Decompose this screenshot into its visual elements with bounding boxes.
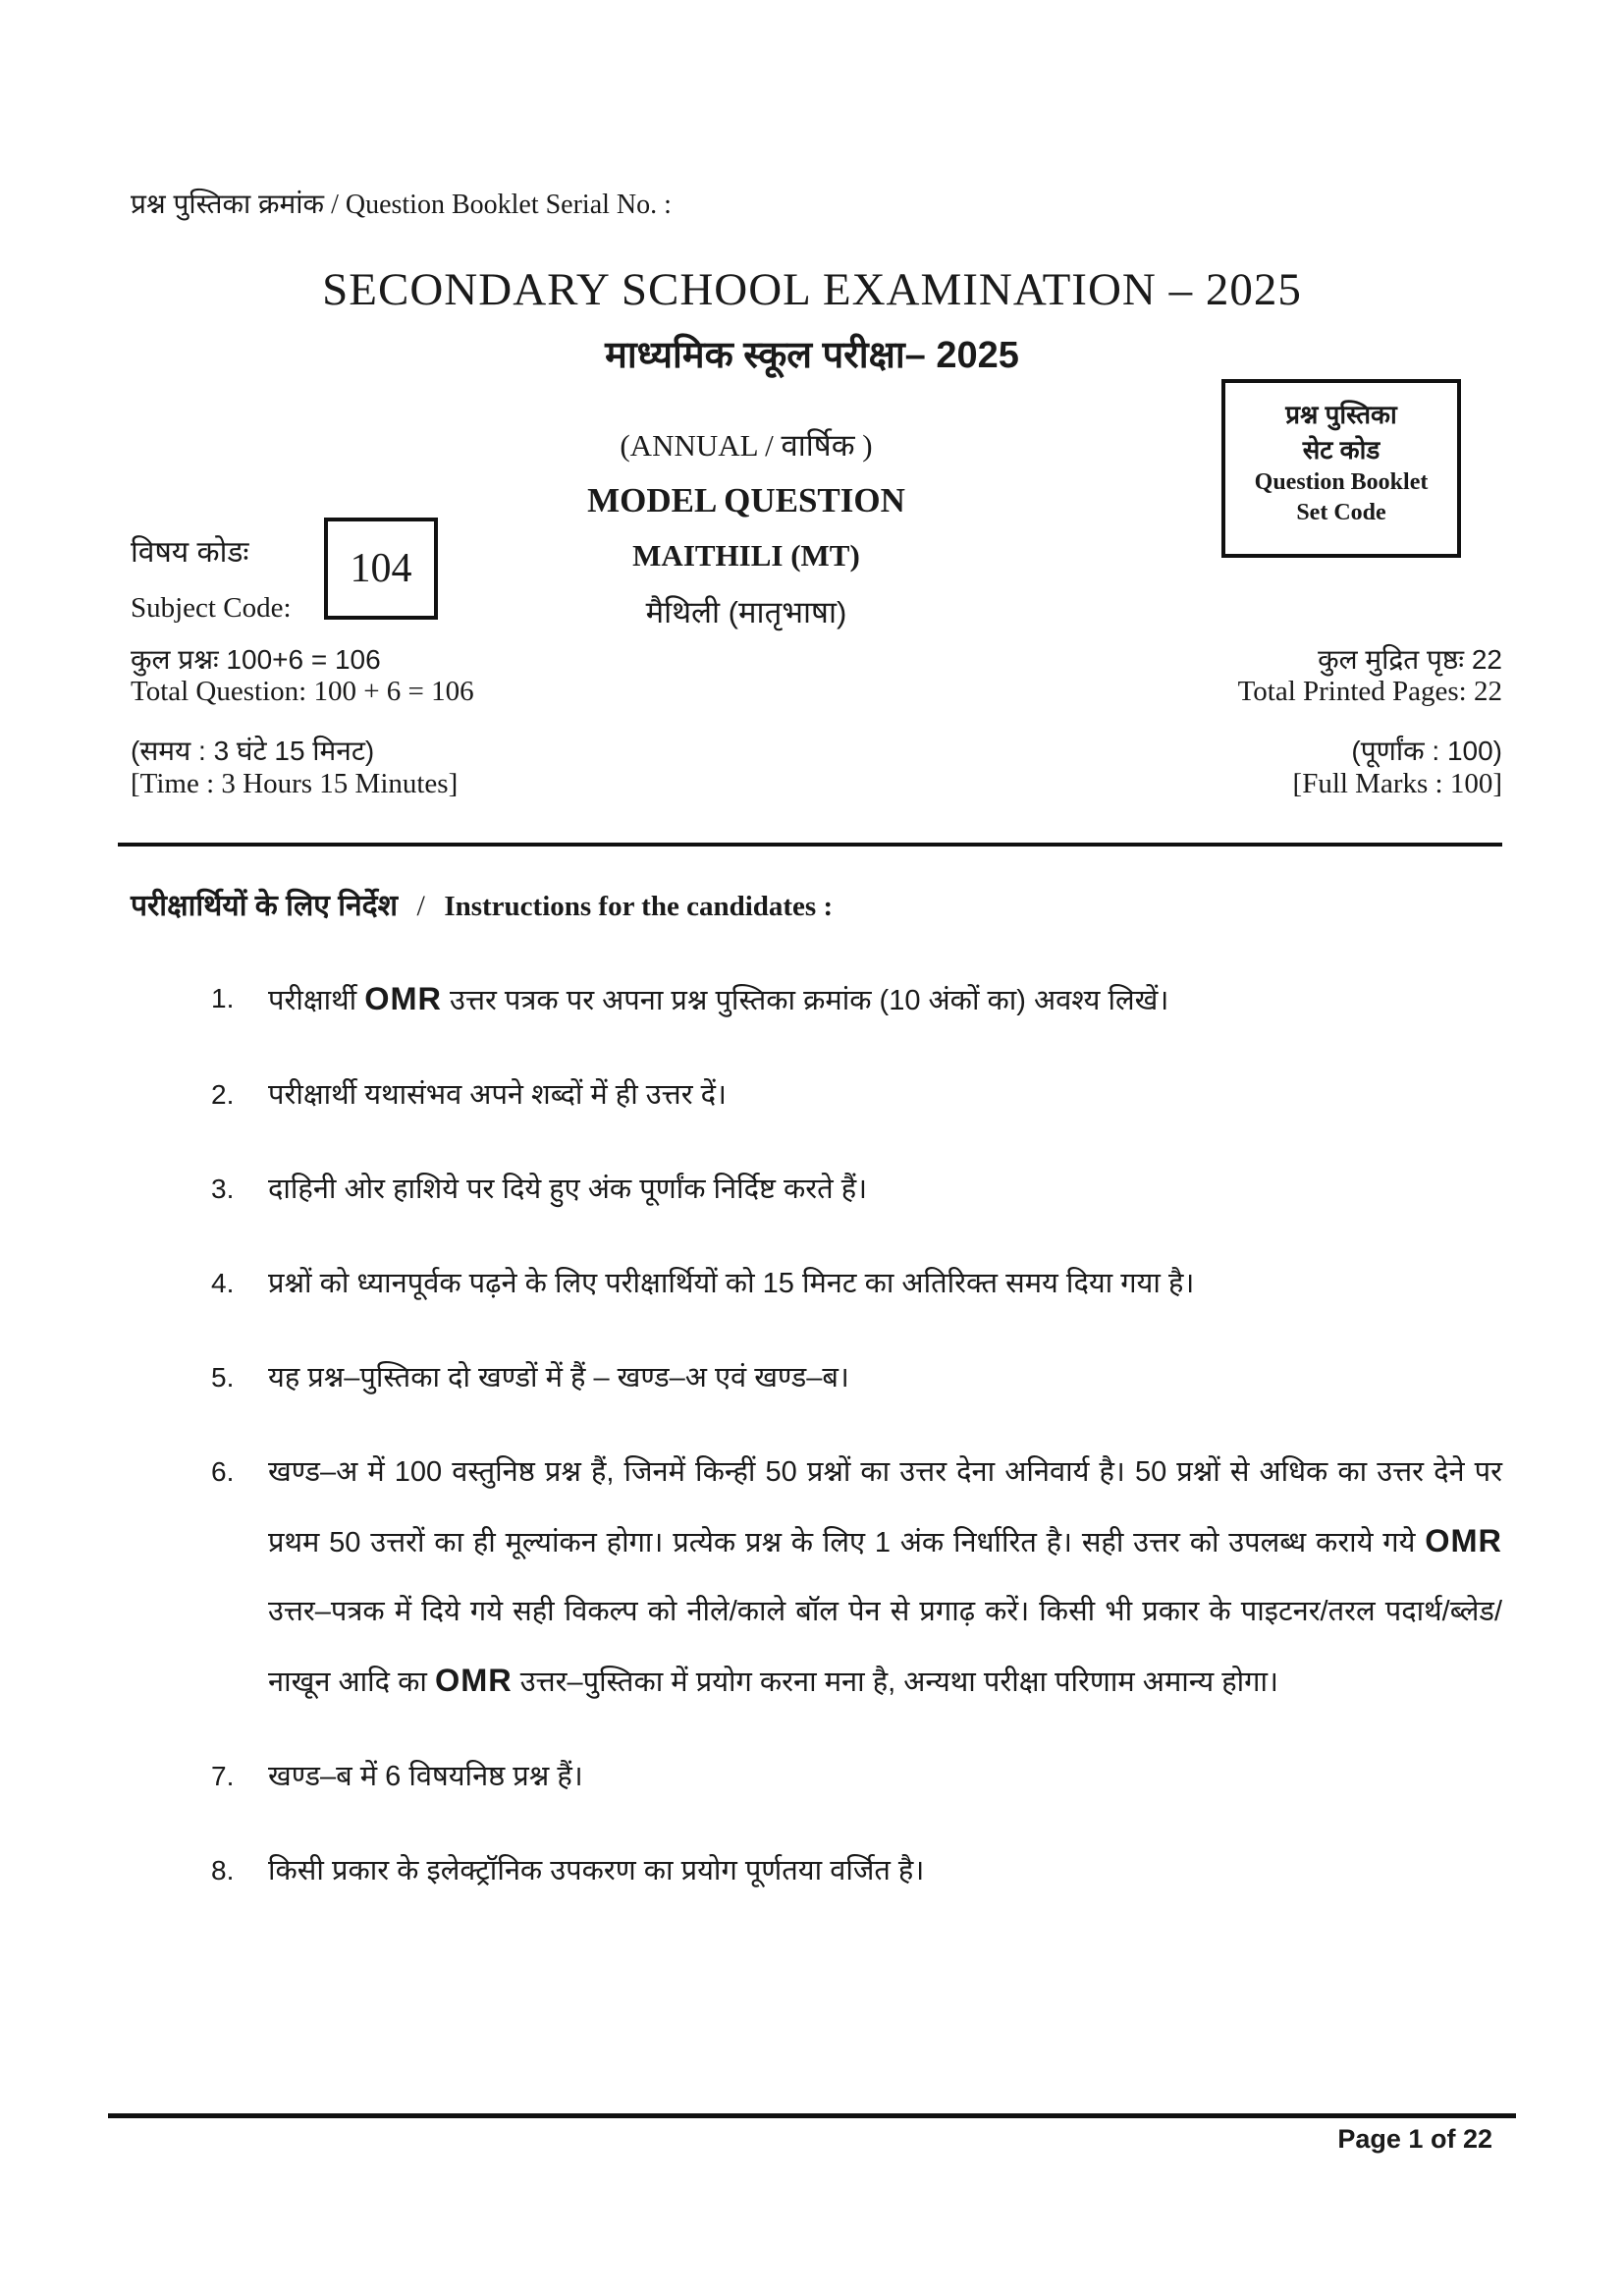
instruction-item — [211, 1742, 1502, 1811]
instructions-heading-separator: / — [416, 890, 425, 922]
set-code-english-line1: Question Booklet — [1254, 469, 1429, 495]
exam-title-hindi: माध्यमिक स्कूल परीक्षा– 2025 — [605, 335, 1019, 376]
instruction-text: परीक्षार्थी OMR उत्तर पत्रक पर अपना प्रश्न पुस्तिका क्रमांक (10 अंकों का) अवश्य लिखें। — [268, 981, 1169, 1016]
instruction-number: 2. — [211, 1079, 235, 1110]
full-marks-hindi: (पूर्णांक : 100) — [1351, 736, 1502, 766]
printed-pages-english: Total Printed Pages: 22 — [1237, 676, 1502, 707]
subject-code-box — [324, 518, 438, 620]
footer-word-of: of — [1430, 2124, 1456, 2154]
serial-label-english: Question Booklet Serial No. : — [345, 190, 672, 220]
total-questions-hindi: कुल प्रश्नः 100+6 = 106 — [131, 644, 381, 675]
instruction-number: 3. — [211, 1174, 235, 1204]
instruction-item — [211, 1061, 1502, 1129]
instruction-item — [211, 1343, 1502, 1412]
subject-code-value: 104 — [350, 546, 412, 591]
page-number-indicator — [1337, 2124, 1492, 2155]
instruction-number: 7. — [211, 1761, 235, 1791]
instruction-item — [211, 1438, 1502, 1717]
instruction-text: खण्ड–अ में 100 वस्तुनिष्ठ प्रश्न हैं, जिनमें किन्हीं 50 प्रश्नों का उत्तर देना अनिवार्य है। 50 प्रश्नों से अधिक का उत्तर देने पर प्रथम 50 उत्तरों का ही मूल्यांकन होगा। प्रत्येक प्रश्न के लिए 1 अंक निर्धारित है। सही उत्तर को उपलब्ध कराये गये OMR उत्तर–पत्रक में दिये गये सही विकल्प को नीले/काले बॉल पेन से प्रगाढ़ करें। किसी भी प्रकार के पाइटनर/तरल पदार्थ/ब्लेड/नाखून आदि का OMR उत्तर–पुस्तिका में प्रयोग करना मना है, अन्यथा परीक्षा परिणाम अमान्य होगा। — [268, 1456, 1502, 1698]
subject-code-label-english: Subject Code: — [131, 592, 292, 624]
instruction-number: 4. — [211, 1268, 235, 1298]
booklet-serial-line — [131, 185, 672, 222]
instruction-text: किसी प्रकार के इलेक्ट्रॉनिक उपकरण का प्रयोग पूर्णतया वर्जित है। — [268, 1855, 925, 1886]
instruction-number: 8. — [211, 1855, 235, 1886]
printed-pages-hindi: कुल मुद्रित पृष्ठः 22 — [1318, 644, 1502, 675]
instructions-heading-hindi: परीक्षार्थियों के लिए निर्देश — [131, 890, 398, 922]
instructions-list — [211, 964, 1502, 1931]
set-code-hindi-line2: सेट कोड — [1302, 435, 1380, 465]
footer-total-pages: 22 — [1462, 2124, 1492, 2154]
total-questions-english: Total Question: 100 + 6 = 106 — [131, 676, 474, 707]
set-code-hindi-line1: प्रश्न पुस्तिका — [1285, 400, 1397, 429]
set-code-box — [1221, 379, 1461, 558]
instructions-heading-english: Instructions for the candidates : — [444, 891, 834, 922]
instruction-text: यह प्रश्न–पुस्तिका दो खण्डों में हैं – खण्ड–अ एवं खण्ड–ब। — [268, 1362, 849, 1394]
header-divider — [118, 843, 1502, 847]
set-code-english-line2: Set Code — [1296, 500, 1386, 525]
instruction-item — [211, 1249, 1502, 1318]
instruction-item — [211, 1836, 1502, 1905]
footer-divider — [108, 2113, 1516, 2118]
instruction-number: 1. — [211, 983, 235, 1013]
instruction-text: खण्ड–ब में 6 विषयनिष्ठ प्रश्न हैं। — [268, 1761, 583, 1792]
annual-line: (ANNUAL / वार्षिक ) — [620, 428, 873, 463]
subject-name-hindi: मैथिली (मातृभाषा) — [645, 595, 847, 629]
instruction-text: दाहिनी ओर हाशिये पर दिये हुए अंक पूर्णांक निर्दिष्ट करते हैं। — [268, 1174, 868, 1205]
model-question-label: MODEL QUESTION — [587, 481, 905, 519]
instruction-item — [211, 1155, 1502, 1224]
serial-label-hindi: प्रश्न पुस्तिका क्रमांक — [131, 189, 325, 219]
time-english: [Time : 3 Hours 15 Minutes] — [131, 768, 459, 799]
instruction-text: परीक्षार्थी यथासंभव अपने शब्दों में ही उत्तर दें। — [268, 1079, 728, 1111]
footer-current-page: 1 — [1408, 2124, 1424, 2154]
instructions-heading — [131, 884, 833, 924]
full-marks-english: [Full Marks : 100] — [1292, 768, 1502, 799]
instruction-number: 6. — [211, 1456, 235, 1487]
exam-title: SECONDARY SCHOOL EXAMINATION – 2025 — [322, 264, 1302, 315]
instruction-text: प्रश्नों को ध्यानपूर्वक पढ़ने के लिए परीक्षार्थियों को 15 मिनट का अतिरिक्त समय दिया गया है। — [268, 1268, 1195, 1299]
footer-word-page: Page — [1337, 2124, 1401, 2154]
subject-name-english: MAITHILI (MT) — [632, 538, 860, 573]
instruction-item — [211, 964, 1502, 1035]
subject-code-label-hindi: विषय कोडः — [131, 536, 249, 569]
serial-separator: / — [331, 190, 339, 220]
instruction-number: 5. — [211, 1362, 235, 1393]
time-hindi: (समय : 3 घंटे 15 मिनट) — [131, 736, 375, 766]
